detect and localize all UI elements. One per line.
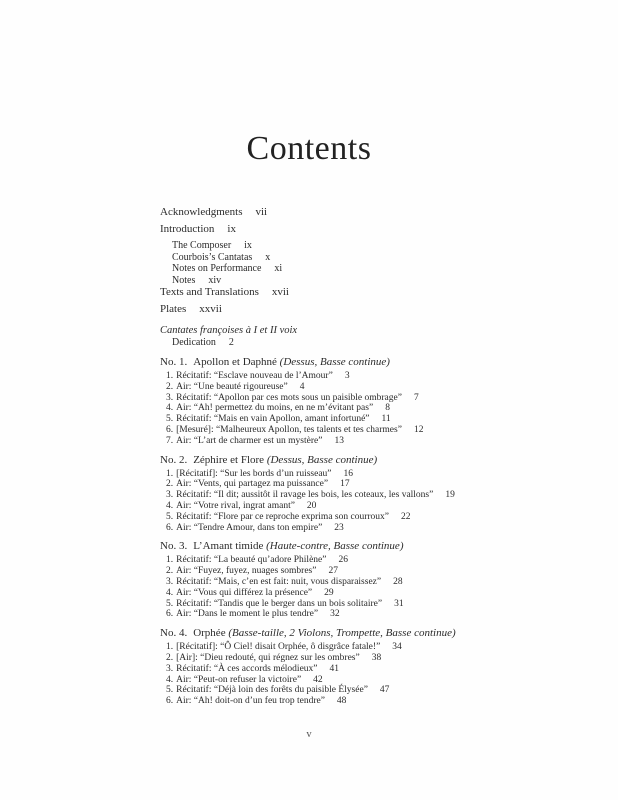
movement-page: 41 (329, 663, 340, 674)
movement-text: Air: “Dans le moment le plus tendre” (176, 609, 319, 620)
front-matter-subentry (172, 275, 560, 287)
movement-text: [Récitatif]: “Sur les bords d’un ruisseau” (176, 468, 332, 479)
movement-entry (166, 675, 560, 686)
movement-page: 48 (336, 696, 347, 707)
movement-page: 4 (299, 381, 305, 392)
movement-text: Récitatif: “Il dit; aussitôt il ravage les bois, les coteaux, les vallons” (176, 490, 434, 501)
movement-number: 1. (166, 642, 174, 653)
movement-entry (166, 469, 560, 480)
movement-number: 5. (166, 511, 174, 522)
entry-label: Acknowledgments (160, 206, 243, 218)
movement-list (166, 371, 560, 447)
movement-list (166, 469, 560, 534)
movement-page: 34 (392, 642, 402, 653)
cantata-scoring: (Dessus, Basse continue) (279, 356, 390, 368)
movement-page: 31 (394, 598, 404, 609)
movement-page: 8 (385, 403, 390, 414)
movement-list (166, 555, 560, 620)
cantata-section (160, 454, 560, 534)
movement-number: 4. (166, 500, 174, 511)
movement-page: 11 (381, 414, 391, 425)
movement-number: 2. (166, 381, 174, 392)
movement-number: 5. (166, 598, 174, 609)
cantata-section (160, 356, 560, 447)
movement-page: 7 (413, 392, 419, 403)
entry-page: ix (227, 223, 236, 235)
movement-text: Air: “Fuyez, fuyez, nuages sombres” (176, 566, 317, 577)
movement-entry (166, 371, 560, 382)
front-matter-subentry (172, 240, 560, 252)
entry-page: vii (255, 206, 268, 218)
cantata-title: Apollon et Daphné (193, 356, 277, 368)
movement-text: [Récitatif]: “Ô Ciel! disait Orphée, ô disgrâce fatale!” (176, 642, 381, 653)
movement-number: 6. (166, 696, 174, 707)
cantata-title: Zéphire et Flore (193, 453, 265, 466)
entry-label: Plates (160, 303, 187, 315)
cantata-scoring: (Basse-taille, 2 Violons, Trompette, Basse continue) (228, 627, 456, 640)
movement-number: 6. (166, 609, 174, 620)
cantata-number: No. 4. (160, 627, 188, 640)
front-matter-entry (160, 303, 560, 315)
movement-number: 1. (166, 555, 174, 566)
cantata-heading (160, 454, 560, 467)
movement-text: [Air]: “Dieu redouté, qui régnez sur les ombres” (176, 652, 360, 663)
movement-text: Récitatif: “À ces accords mélodieux” (176, 663, 318, 674)
movement-number: 3. (166, 576, 174, 587)
movement-page: 22 (401, 511, 411, 522)
movement-entry (166, 425, 560, 436)
dedication-entry (172, 337, 560, 349)
movement-number: 4. (166, 403, 174, 414)
movement-text: Récitatif: “Déjà loin des forêts du paisible Élysée” (176, 685, 368, 696)
collection-block (160, 324, 560, 349)
front-matter-entry (160, 223, 560, 235)
movement-entry (166, 577, 560, 588)
movement-number: 3. (166, 663, 174, 674)
cantata-scoring: (Haute-contre, Basse continue) (266, 540, 404, 553)
entry-label: Introduction (160, 223, 215, 235)
movement-text: Air: “Tendre Amour, dans ton empire” (176, 522, 323, 533)
movement-page: 32 (330, 609, 340, 620)
cantata-number: No. 2. (160, 453, 188, 466)
movement-text: Air: “Peut-on refuser la victoire” (176, 674, 302, 685)
movement-entry (166, 382, 560, 393)
cantata-heading (160, 540, 560, 553)
movement-entry (166, 664, 560, 675)
movement-number: 4. (166, 674, 174, 685)
movement-entry (166, 403, 560, 414)
entry-page: x (265, 251, 271, 263)
movement-page: 23 (334, 522, 344, 533)
entry-label: Courbois’s Cantatas (172, 251, 253, 263)
movement-text: Récitatif: “Esclave nouveau de l’Amour” (176, 371, 333, 381)
movement-entry (166, 393, 560, 404)
movement-entry (166, 609, 560, 620)
movement-number: 6. (166, 522, 174, 533)
movement-page: 19 (445, 490, 455, 501)
movement-page: 29 (324, 587, 334, 598)
movement-page: 20 (306, 500, 317, 511)
movement-page: 27 (328, 566, 338, 577)
movement-page: 42 (313, 674, 323, 685)
movement-page: 26 (338, 555, 348, 566)
movement-entry (166, 436, 560, 447)
movement-number: 2. (166, 566, 174, 577)
table-of-contents (160, 206, 560, 707)
entry-label: Notes (172, 274, 196, 286)
movement-entry (166, 555, 560, 566)
dedication-label: Dedication (172, 337, 216, 348)
movement-text: Air: “Vents, qui partagez ma puissance” (176, 479, 329, 490)
cantata-heading (160, 627, 560, 640)
movement-page: 12 (413, 424, 424, 435)
movement-text: Récitatif: “Tandis que le berger dans un bois solitaire” (176, 598, 383, 609)
movement-text: Récitatif: “Mais, c’en est fait: nuit, vous disparaissez” (176, 576, 382, 587)
movement-text: Récitatif: “Mais en vain Apollon, amant infortuné” (176, 414, 370, 425)
movement-number: 6. (166, 424, 174, 435)
movement-entry (166, 414, 560, 425)
cantata-section (160, 627, 560, 707)
front-matter-subentry (172, 263, 560, 275)
movement-entry (166, 479, 560, 490)
movement-page: 17 (340, 479, 350, 490)
cantata-number: No. 3. (160, 540, 188, 553)
movement-entry (166, 566, 560, 577)
movement-number: 7. (166, 435, 174, 446)
movement-text: Récitatif: “Apollon par ces mots sous un paisible ombrage” (176, 392, 402, 403)
movement-entry (166, 696, 560, 707)
entry-label: Texts and Translations (160, 286, 259, 298)
movement-number: 5. (166, 685, 174, 696)
movement-page: 16 (343, 468, 354, 479)
entry-label: The Composer (172, 240, 232, 251)
cantata-sections (160, 356, 560, 707)
movement-text: Air: “Une beauté rigoureuse” (176, 381, 288, 392)
front-matter-list (160, 206, 560, 315)
cantata-scoring: (Dessus, Basse continue) (266, 453, 378, 466)
movement-entry (166, 588, 560, 599)
front-matter-entry (160, 206, 560, 218)
collection-title: Cantates françoises à I et II voix (160, 325, 298, 336)
movement-text: Air: “Ah! permettez du moins, en ne m’évitant pas” (176, 403, 374, 414)
entry-page: xi (274, 263, 283, 274)
dedication-page: 2 (228, 337, 234, 348)
page-number: v (306, 729, 312, 740)
movement-text: Air: “L’art de charmer est un mystère” (176, 435, 323, 446)
entry-page: xiv (208, 274, 222, 286)
movement-entry (166, 642, 560, 653)
cantata-title: Orphée (193, 627, 226, 640)
movement-number: 2. (166, 479, 174, 490)
page-title: Contents (246, 130, 372, 167)
movement-page: 3 (344, 371, 350, 381)
cantata-section (160, 540, 560, 620)
movement-page: 38 (371, 652, 382, 663)
cantata-number: No. 1. (160, 356, 188, 368)
movement-text: Air: “Ah! doit-on d’un feu trop tendre” (176, 696, 325, 707)
movement-entry (166, 653, 560, 664)
movement-page: 28 (393, 576, 403, 587)
movement-number: 3. (166, 490, 174, 501)
movement-entry (166, 512, 560, 523)
movement-text: [Mesuré]: “Malheureux Apollon, tes talents et tes charmes” (176, 424, 402, 435)
movement-number: 2. (166, 652, 174, 663)
movement-number: 5. (166, 414, 174, 425)
movement-page: 13 (334, 435, 344, 446)
movement-entry (166, 490, 560, 501)
movement-number: 1. (166, 371, 174, 381)
movement-number: 1. (166, 468, 174, 479)
movement-text: Récitatif: “Flore par ce reproche exprima son courroux” (176, 511, 389, 522)
front-matter-subentry (172, 252, 560, 264)
movement-page: 47 (379, 685, 390, 696)
movement-entry (166, 523, 560, 534)
entry-page: xxvii (199, 303, 222, 315)
front-matter-entry (160, 286, 560, 298)
entry-page: xvii (271, 286, 289, 298)
movement-list (166, 642, 560, 707)
movement-text: Air: “Vous qui différez la présence” (176, 587, 313, 598)
entry-label: Notes on Performance (172, 263, 262, 274)
cantata-heading (160, 356, 560, 369)
movement-entry (166, 501, 560, 512)
movement-number: 4. (166, 587, 174, 598)
movement-entry (166, 685, 560, 696)
movement-entry (166, 599, 560, 610)
movement-number: 3. (166, 392, 174, 403)
entry-page: ix (244, 240, 252, 251)
movement-text: Récitatif: “La beauté qu’adore Philène” (176, 555, 327, 566)
movement-text: Air: “Votre rival, ingrat amant” (176, 500, 295, 511)
cantata-title: L’Amant timide (193, 540, 264, 553)
